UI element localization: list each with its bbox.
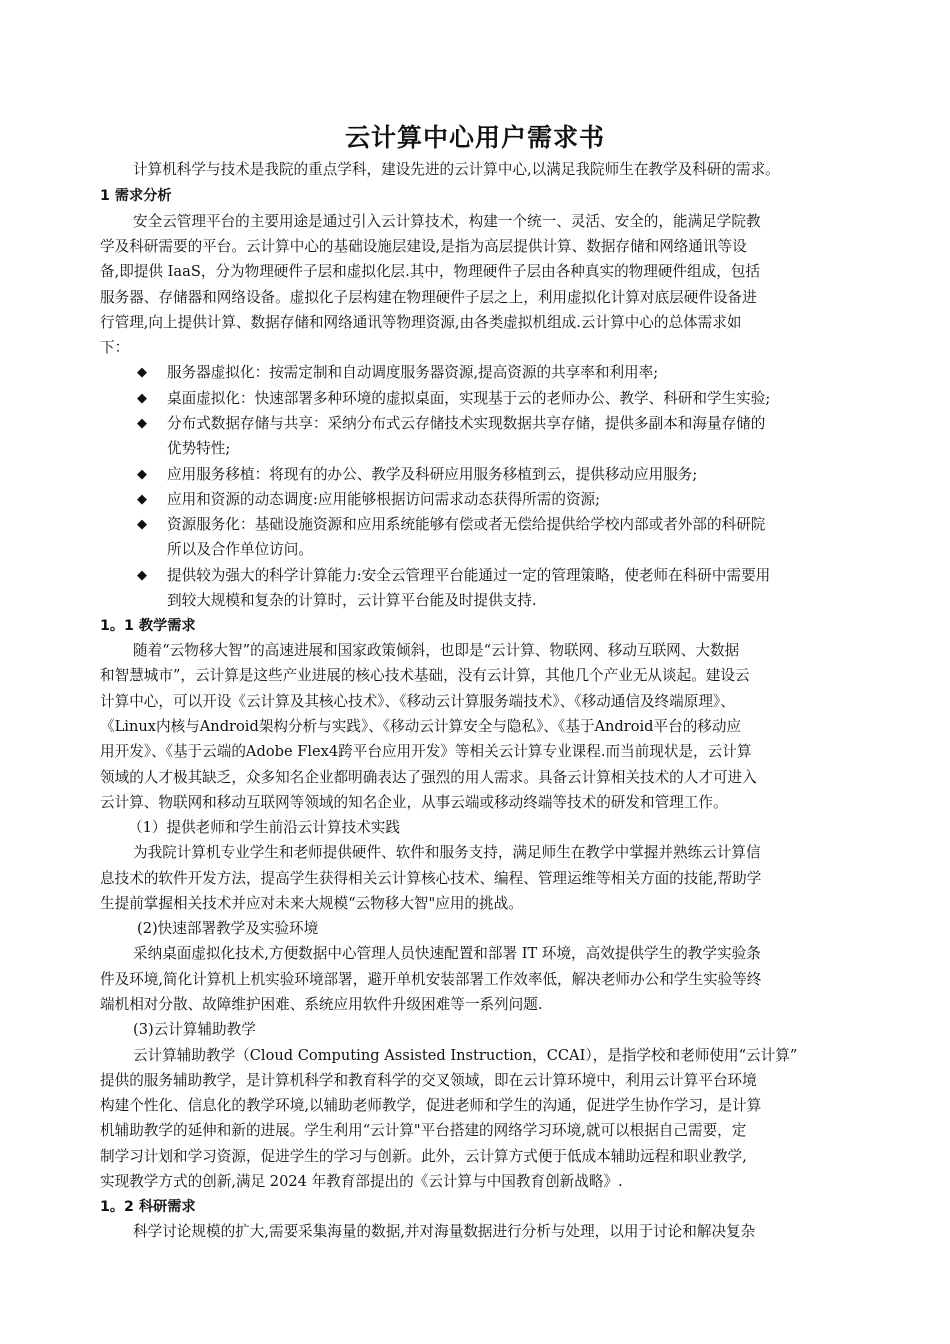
intro-paragraph: 计算机科学与技术是我院的重点学科，建设先进的云计算中心,以满足我院师生在教学及科研的需求。 [133,161,780,178]
paragraph-line: 备,即提供 IaaS，分为物理硬件子层和虚拟化层.其中，物理硬件子层由各种真实的物理硬件组成，包括 [100,263,761,280]
list-item-continuation: 所以及合作单位访问。 [167,541,313,558]
diamond-bullet-icon: ◆ [137,391,147,406]
paragraph-line: 和智慧城市”，云计算是这些产业进展的核心技术基础，没有云计算，其他几个产业无从谈起。建设云 [100,667,750,684]
paragraph-line: 制学习计划和学习资源，促进学生的学习与创新。此外，云计算方式便于低成本辅助远程和职业教学, [100,1148,747,1165]
paragraph-line: 用开发》、《基于云端的Adobe Flex4跨平台应用开发》等相关云计算专业课程.而当前现状是，云计算 [100,743,752,760]
paragraph-line: 随着“云物移大智”的高速进展和国家政策倾斜，也即是“云计算、物联网、移动互联网、大数据 [133,642,740,659]
list-item: 应用服务移植：将现有的办公、教学及科研应用服务移植到云，提供移动应用服务; [167,466,698,483]
list-item: 资源服务化：基础设施资源和应用系统能够有偿或者无偿给提供给学校内部或者外部的科研院 [167,516,766,533]
paragraph-line: 件及环境,简化计算机上机实验环境部署，避开单机安装部署工作效率低，解决老师办公和学生实验等终 [100,971,762,988]
list-item-continuation: 优势特性; [167,440,231,457]
list-item: 分布式数据存储与共享：采纳分布式云存储技术实现数据共享存储，提供多副本和海量存储的 [167,415,766,432]
diamond-bullet-icon: ◆ [137,365,147,380]
paragraph-line: 领域的人才极其缺乏，众多知名企业都明确表达了强烈的用人需求。具备云计算相关技术的人才可进入 [100,769,757,786]
diamond-bullet-icon: ◆ [137,416,147,431]
diamond-bullet-icon: ◆ [137,517,147,532]
list-item-continuation: 到较大规模和复杂的计算时，云计算平台能及时提供支持. [167,592,537,609]
paragraph-line: 云计算辅助教学（Cloud Computing Assisted Instruction，CCAI），是指学校和老师使用“云计算” [133,1047,798,1064]
paragraph-line: 计算中心，可以开设《云计算及其核心技术》、《移动云计算服务端技术》、《移动通信及终端原理》、 [100,693,735,710]
paragraph-line: 科学讨论规模的扩大,需要采集海量的数据,并对海量数据进行分析与处理，以用于讨论和解决复杂 [133,1223,756,1240]
subsection-heading: （1）提供老师和学生前沿云计算技术实践 [128,819,400,836]
paragraph-line: 为我院计算机专业学生和老师提供硬件、软件和服务支持，满足师生在教学中掌握并熟练云计算信 [133,844,761,861]
paragraph-line: 行管理,向上提供计算、数据存储和网络通讯等物理资源,由各类虚拟机组成.云计算中心的总体需求如 [100,314,742,331]
section-heading: 1 需求分析 [100,188,172,204]
list-item: 桌面虚拟化：快速部署多种环境的虚拟桌面，实现基于云的老师办公、教学、科研和学生实验; [167,390,771,407]
paragraph-line: 息技术的软件开发方法，提高学生获得相关云计算核心技术、编程、管理运维等相关方面的技能,帮助学 [100,870,762,887]
diamond-bullet-icon: ◆ [137,492,147,507]
paragraph-line: 机辅助教学的延伸和新的进展。学生利用“云计算"平台搭建的网络学习环境,就可以根据自己需要，定 [100,1122,747,1139]
subsection-heading: (3)云计算辅助教学 [133,1021,256,1038]
list-item: 提供较为强大的科学计算能力:安全云管理平台能通过一定的管理策略，使老师在科研中需要用 [167,567,771,584]
section-heading: 1。1 教学需求 [100,618,196,634]
paragraph-line: 提供的服务辅助教学，是计算机科学和教育科学的交叉领域，即在云计算环境中，利用云计算平台环境 [100,1072,757,1089]
paragraph-line: 生提前掌握相关技术并应对未来大规模“云物移大智"应用的挑战。 [100,895,523,912]
paragraph-line: 《Linux内核与Android架构分析与实践》、《移动云计算安全与隐私》、《基于Android平台的移动应 [100,718,742,735]
paragraph-line: 实现教学方式的创新,满足 2024 年教育部提出的《云计算与中国教育创新战略》. [100,1173,623,1190]
paragraph-line: 服务器、存储器和网络设备。虚拟化子层构建在物理硬件子层之上，利用虚拟化计算对底层硬件设备进 [100,289,757,306]
list-item: 应用和资源的动态调度:应用能够根据访问需求动态获得所需的资源; [167,491,601,508]
document-title: 云计算中心用户需求书 [344,123,605,152]
paragraph-line: 下： [100,339,130,356]
section-heading: 1。2 科研需求 [100,1199,196,1215]
paragraph-line: 云计算、物联网和移动互联网等领域的知名企业，从事云端或移动终端等技术的研发和管理工作。 [100,794,728,811]
paragraph-line: 端机相对分散、故障维护困难、系统应用软件升级困难等一系列问题. [100,996,543,1013]
diamond-bullet-icon: ◆ [137,568,147,583]
paragraph-line: 学及科研需要的平台。云计算中心的基础设施层建设,是指为高层提供计算、数据存储和网络通讯等设 [100,238,747,255]
subsection-heading: (2)快速部署教学及实验环境 [137,920,319,937]
diamond-bullet-icon: ◆ [137,467,147,482]
paragraph-line: 采纳桌面虚拟化技术,方便数据中心管理人员快速配置和部署 IT 环境，高效提供学生的教学实验条 [133,945,761,962]
paragraph-line: 构建个性化、信息化的教学环境,以辅助老师教学，促进老师和学生的沟通，促进学生协作学习，是计算 [100,1097,762,1114]
paragraph-line: 安全云管理平台的主要用途是通过引入云计算技术，构建一个统一、灵活、安全的，能满足学院教 [133,213,761,230]
list-item: 服务器虚拟化：按需定制和自动调度服务器资源,提高资源的共享率和利用率; [167,364,659,381]
